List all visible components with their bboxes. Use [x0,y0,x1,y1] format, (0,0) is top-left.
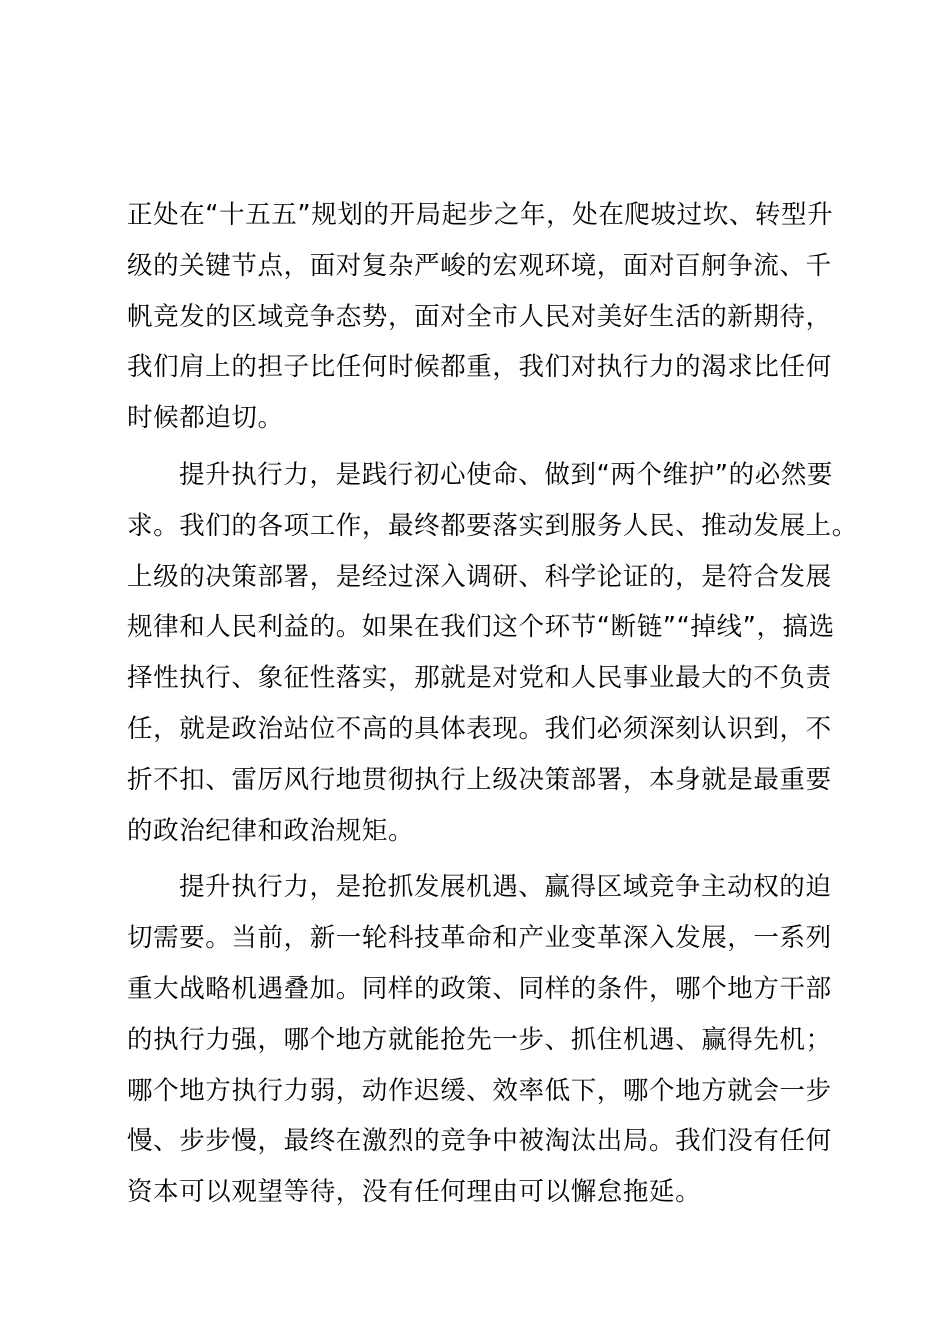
paragraph-line: 提升执行力，是践行初心使命、做到“两个维护”的必然要 [179,459,834,490]
document-body [127,190,858,1218]
paragraph-line: 任，就是政治站位不高的具体表现。我们必须深刻认识到，不 [127,713,832,744]
paragraph-line: 资本可以观望等待，没有任何理由可以懈怠拖延。 [127,1177,702,1208]
paragraph-line: 求。我们的各项工作，最终都要落实到服务人民、推动发展上。 [127,510,858,541]
paragraph-line: 我们肩上的担子比任何时候都重，我们对执行力的渴求比任何 [127,352,832,383]
paragraph-line: 级的关键节点，面对复杂严峻的宏观环境，面对百舸争流、千 [127,250,832,281]
paragraph-line: 的政治纪律和政治规矩。 [127,815,415,846]
paragraph-line: 折不扣、雷厉风行地贯彻执行上级决策部署，本身就是最重要 [127,764,832,795]
paragraph-line: 时候都迫切。 [127,403,284,434]
paragraph-1 [127,190,834,444]
paragraph-3 [127,862,832,1218]
paragraph-line: 上级的决策部署，是经过深入调研、科学论证的，是符合发展 [127,561,832,592]
paragraph-line: 重大战略机遇叠加。同样的政策、同样的条件，哪个地方干部 [127,973,832,1004]
paragraph-2 [127,450,858,856]
paragraph-line: 正处在“十五五”规划的开局起步之年，处在爬坡过坎、转型升 [127,200,834,230]
paragraph-line: 择性执行、象征性落实，那就是对党和人民事业最大的不负责 [127,663,832,694]
paragraph-line: 哪个地方执行力弱，动作迟缓、效率低下，哪个地方就会一步 [127,1075,832,1106]
paragraph-line: 慢、步步慢，最终在激烈的竞争中被淘汰出局。我们没有任何 [127,1126,832,1157]
paragraph-line: 的执行力强，哪个地方就能抢先一步、抓住机遇、赢得先机； [127,1024,832,1055]
paragraph-line: 切需要。当前，新一轮科技革命和产业变革深入发展，一系列 [127,923,832,954]
paragraph-line: 帆竞发的区域竞争态势，面对全市人民对美好生活的新期待， [127,301,832,332]
paragraph-line: 提升执行力，是抢抓发展机遇、赢得区域竞争主动权的迫 [179,872,832,903]
paragraph-line: 规律和人民利益的。如果在我们这个环节“断链”“掉线”，搞选 [127,612,835,643]
